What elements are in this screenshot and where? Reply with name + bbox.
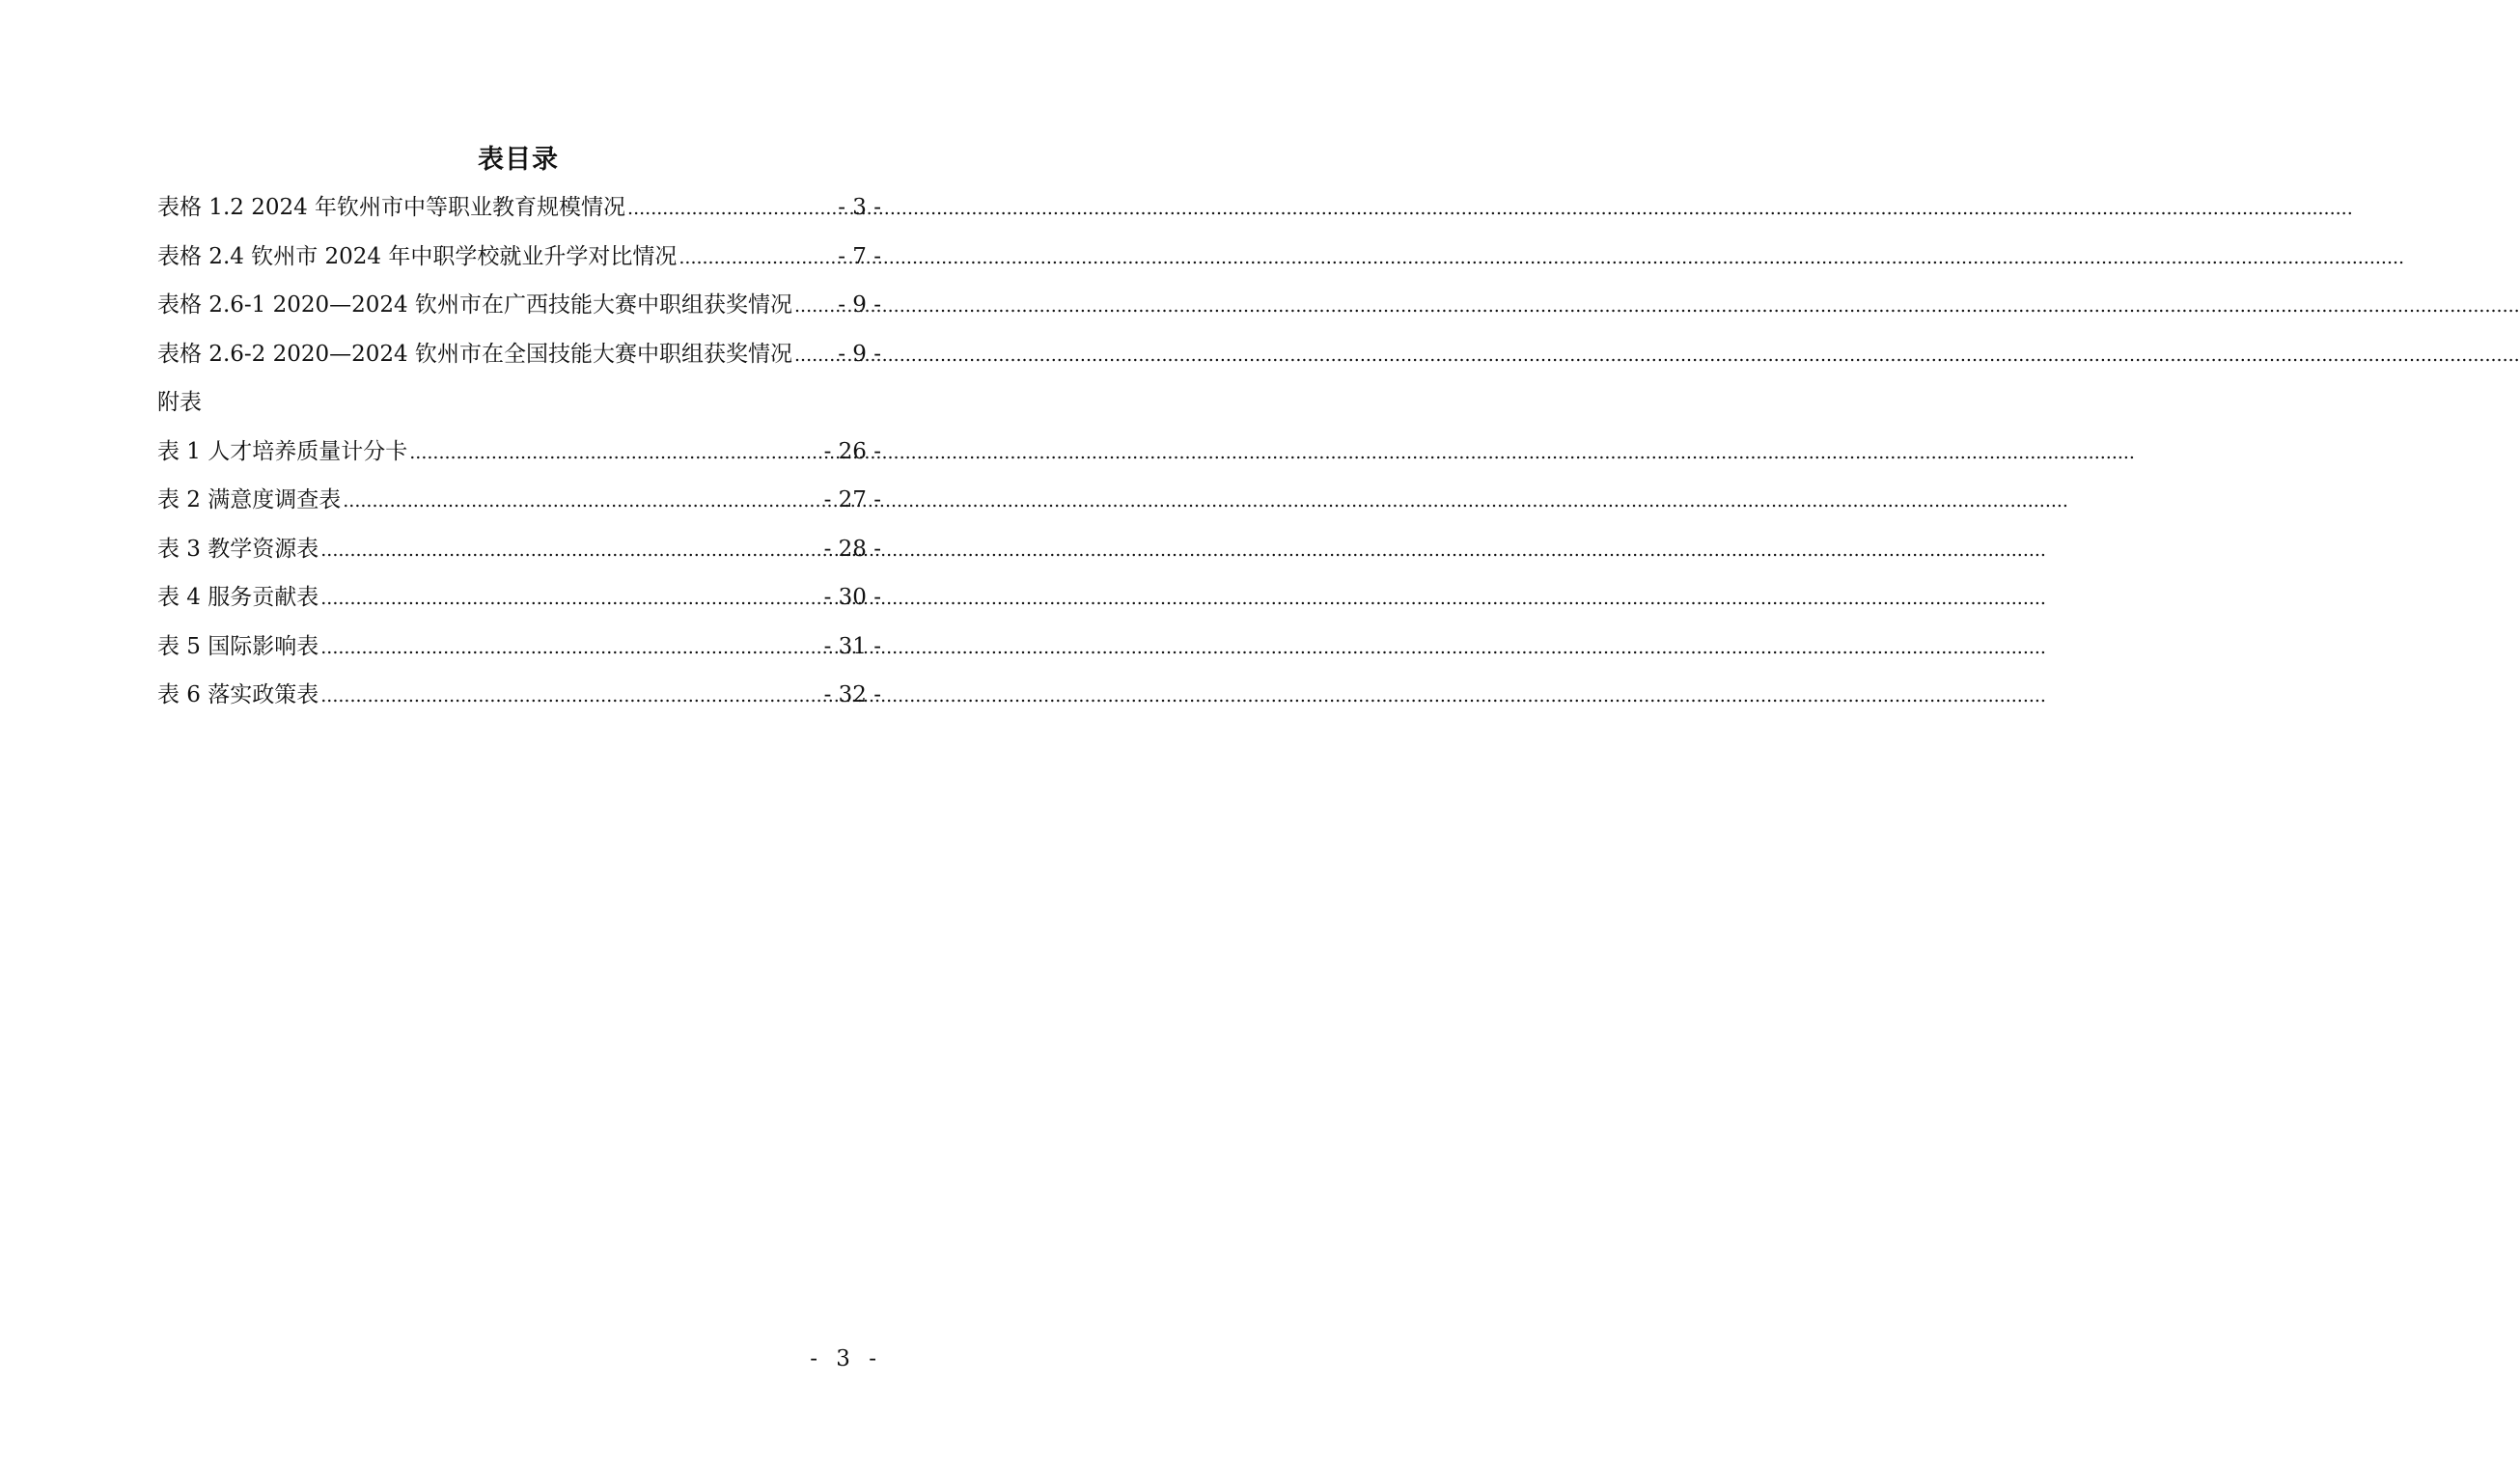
page-title: 表目录 <box>478 145 559 175</box>
toc-entry-label: 表 5 国际影响表 <box>157 633 319 659</box>
page-number: - 3 - <box>810 1346 882 1371</box>
toc-entry-page: - 9 - <box>838 292 881 318</box>
toc-dot-leader <box>318 526 821 575</box>
toc-entry-page: - 3 - <box>838 195 881 220</box>
table-of-tables <box>157 183 881 720</box>
toc-entry-label: 表 4 服务贡献表 <box>157 585 319 610</box>
toc-dot-leader <box>318 623 821 673</box>
toc-entry-page: - 30 - <box>823 585 881 610</box>
toc-dot-leader <box>792 331 836 380</box>
toc-entry-label: 表 1 人才培养质量计分卡 <box>157 438 408 464</box>
toc-entry-page: - 9 - <box>838 341 881 367</box>
toc-dot-leader <box>318 672 821 721</box>
toc-entry-page: - 28 - <box>823 536 881 562</box>
toc-entry[interactable] <box>157 573 881 623</box>
toc-entry-label: 表格 2.4 钦州市 2024 年中职学校就业升学对比情况 <box>157 243 678 269</box>
toc-entry-label: 表格 1.2 2024 年钦州市中等职业教育规模情况 <box>157 195 626 220</box>
toc-dot-leader <box>792 282 836 331</box>
toc-dot-leader <box>625 184 836 234</box>
toc-entry-page: - 31 - <box>823 633 881 659</box>
toc-dot-leader <box>677 234 836 283</box>
toc-entry-label: 表 2 满意度调查表 <box>157 487 342 512</box>
toc-entry-label: 表 3 教学资源表 <box>157 536 319 562</box>
toc-entry[interactable] <box>157 428 881 477</box>
toc-entry[interactable] <box>157 183 881 233</box>
toc-entry-page: - 26 - <box>823 438 881 464</box>
toc-entry[interactable] <box>157 476 881 525</box>
toc-entry[interactable] <box>157 525 881 574</box>
toc-entry-label: 表格 2.6-1 2020—2024 钦州市在广西技能大赛中职组获奖情况 <box>157 292 792 318</box>
toc-entry-page: - 27 - <box>823 487 881 512</box>
toc-dot-leader <box>341 477 821 526</box>
toc-entry-label: 表 6 落实政策表 <box>157 682 319 707</box>
toc-entry[interactable] <box>157 281 881 330</box>
toc-entry[interactable] <box>157 671 881 720</box>
toc-dot-leader <box>318 574 821 623</box>
toc-entry-page: - 7 - <box>838 243 881 269</box>
toc-dot-leader <box>407 429 821 478</box>
toc-entry-page: - 32 - <box>823 682 881 707</box>
toc-entry[interactable] <box>157 330 881 379</box>
toc-entry-label: 表格 2.6-2 2020—2024 钦州市在全国技能大赛中职组获奖情况 <box>157 341 792 367</box>
toc-entry[interactable] <box>157 233 881 282</box>
appendix-heading: 附表 <box>157 390 202 415</box>
toc-entry[interactable] <box>157 623 881 672</box>
